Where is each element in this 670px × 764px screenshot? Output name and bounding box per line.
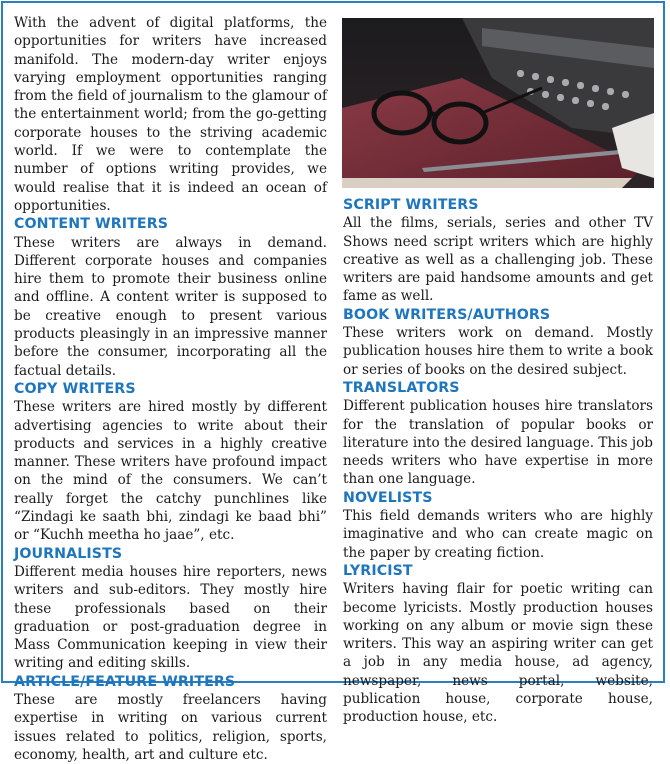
article-feature-writers-heading: ARTICLE/FEATURE WRITERS xyxy=(14,673,236,690)
lyricist-heading: LYRICIST xyxy=(343,562,413,579)
right-column xyxy=(343,196,653,727)
novelists-body: This field demands writers who are highly imaginative and who can create magic on the paper by creating fiction. xyxy=(343,508,653,561)
script-writers-heading: SCRIPT WRITERS xyxy=(343,197,479,213)
intro-paragraph: With the advent of digital platforms, the opportunities for writers have increased manifold. The modern-day writer enjoys varying employment opportunities ranging from the field of journalism to the glamour of the entertainment world; from the go-getting corporate houses to the striving academic world. If we were to contemplate the number of options writing provides, we would realise that it is indeed an ocean of opportunities. xyxy=(14,15,327,214)
translators-body: Different publication houses hire translators for the translation of popular books or literature into the desired language. This job needs writers who have expertise in more than one language. xyxy=(343,398,653,488)
journalists-heading: JOURNALISTS xyxy=(14,545,123,562)
book-writers-heading: BOOK WRITERS/AUTHORS xyxy=(343,306,551,323)
copy-writers-body: These writers are hired mostly by different advertising agencies to write about their products and services in a highly creative manner. These writers have profound impact on the mind of the consumers. We can’t really forget the catchy punchlines like “Zindagi ke saath bhi, zindagi ke baad bhi” or “Kuchh meetha ho jaae”, etc. xyxy=(14,399,327,544)
translators-heading: TRANSLATORS xyxy=(343,379,460,396)
article-feature-writers-body: These are mostly freelancers having expertise in writing on various current issues related to politics, religion, sports, economy, health, art and culture etc. xyxy=(14,691,327,763)
script-writers-body: All the films, serials, series and other TV Shows need script writers which are highly creative as well as a challenging job. These writers are paid handsome amounts and get fame as well. xyxy=(343,215,653,305)
copy-writers-heading: COPY WRITERS xyxy=(14,380,136,397)
typewriter-photo xyxy=(342,18,654,188)
journalists-body: Different media houses hire reporters, news writers and sub-editors. They mostly hire these professionals based on their graduation or post-graduation degree in Mass Communication keeping in view their writing and editing skills. xyxy=(14,563,327,672)
lyricist-body: Writers having flair for poetic writing can become lyricists. Mostly production houses working on any album or movie sign these writers. This way an aspiring writer can get a job in any media house, ad agency, newspaper, news portal, website, publication house, corporate house, production house, etc. xyxy=(343,581,653,726)
book-writers-body: These writers work on demand. Mostly publication houses hire them to write a book or series of books on the desired subject. xyxy=(343,325,653,378)
content-writers-heading: CONTENT WRITERS xyxy=(14,216,169,233)
content-writers-body: These writers are always in demand. Different corporate houses and companies hire them to promote their business online and offline. A content writer is supposed to be creative enough to present various products pleasingly in an impressive manner before the consumer, incorporating all the factual details. xyxy=(14,234,327,379)
left-column xyxy=(14,14,327,764)
novelists-heading: NOVELISTS xyxy=(343,489,433,506)
